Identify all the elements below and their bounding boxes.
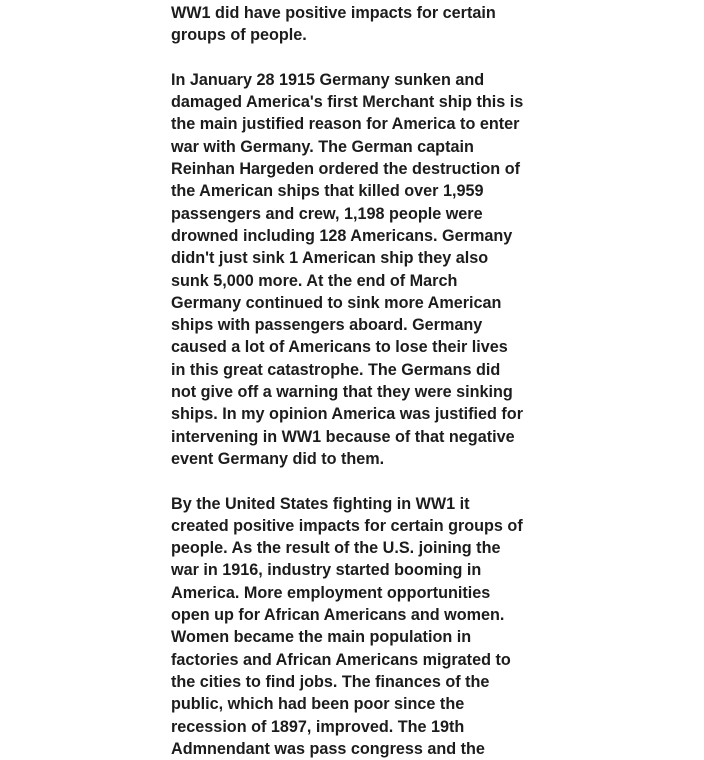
- text-line: drowned including 128 Americans. Germany: [171, 226, 513, 245]
- text-line: the main justified reason for America to enter: [171, 115, 520, 134]
- paragraph-gap: [171, 470, 533, 492]
- text-line: public, which had been poor since the: [171, 695, 465, 714]
- text-line: sunk 5,000 more. At the end of March: [171, 271, 458, 290]
- text-line: intervening in WW1 because of that negative: [171, 427, 515, 446]
- text-line: war with Germany. The German captain: [171, 137, 474, 156]
- text-line: Germany continued to sink more American: [171, 293, 502, 312]
- text-line: In January 28 1915 Germany sunken and: [171, 70, 485, 89]
- text-line: WW1 did have positive impacts for certain: [171, 4, 496, 22]
- text-line: open up for African Americans and women.: [171, 606, 505, 625]
- text-line: Women became the main population in: [171, 628, 472, 647]
- paragraph-germany-ships: [171, 69, 533, 470]
- paragraph-positive-impacts: [171, 493, 533, 760]
- text-line: passengers and crew, 1,198 people were: [171, 204, 483, 223]
- text-line: damaged America's first Merchant ship this is: [171, 93, 524, 112]
- text-line: factories and African Americans migrated to: [171, 650, 511, 669]
- document-body: [171, 2, 533, 760]
- text-line: created positive impacts for certain groups of: [171, 516, 523, 535]
- text-line: Admnendant was pass congress and the: [171, 739, 485, 758]
- text-line: America. More employment opportunities: [171, 583, 491, 602]
- text-line: didn't just sink 1 American ship they also: [171, 249, 489, 268]
- text-line: in this great catastrophe. The Germans did: [171, 360, 501, 379]
- text-line: not give off a warning that they were sinking: [171, 383, 513, 402]
- text-line: recession of 1897, improved. The 19th: [171, 717, 465, 736]
- text-line: By the United States fighting in WW1 it: [171, 494, 470, 513]
- paragraph-gap: [171, 47, 533, 69]
- text-line: Reinhan Hargeden ordered the destruction of: [171, 160, 520, 179]
- text-line: the American ships that killed over 1,959: [171, 182, 484, 201]
- text-line: ships. In my opinion America was justified for: [171, 405, 523, 424]
- paragraph-intro: [171, 2, 533, 47]
- text-line: groups of people.: [171, 26, 307, 45]
- text-line: the cities to find jobs. The finances of the: [171, 672, 490, 691]
- text-line: caused a lot of Americans to lose their lives: [171, 338, 508, 357]
- text-line: people. As the result of the U.S. joining the: [171, 539, 501, 558]
- text-line: war in 1916, industry started booming in: [171, 561, 482, 580]
- text-line: event Germany did to them.: [171, 449, 385, 468]
- text-line: ships with passengers aboard. Germany: [171, 316, 483, 335]
